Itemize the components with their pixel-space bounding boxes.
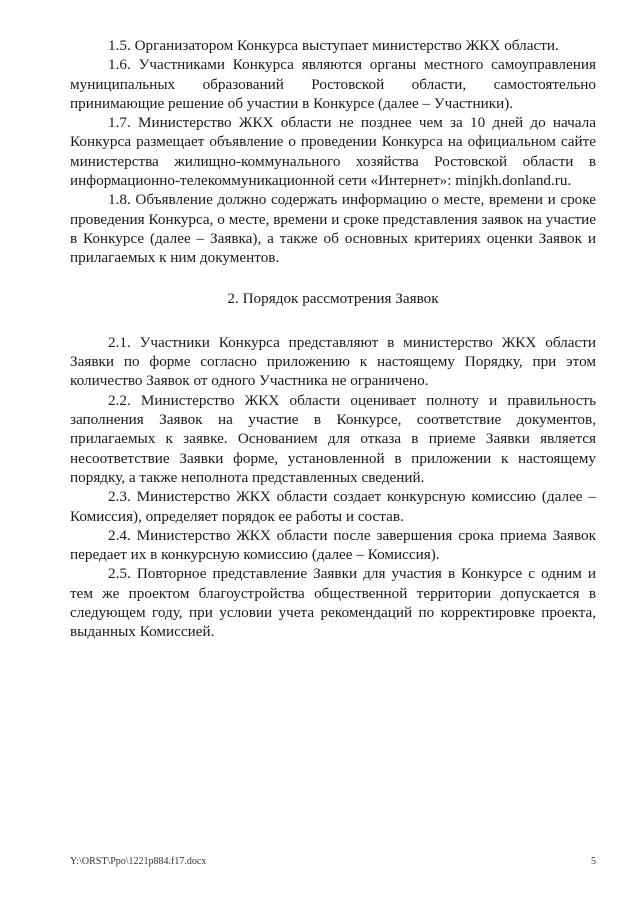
paragraph-2-2: 2.2. Министерство ЖКХ области оценивает полноту и правильность заполнения Заявок на участие в Конкурсе, соответствие документов, прилагаемых к заявке. Основанием для отказа в приеме Заявки является несоответствие Заявки форме, установленной в приложении к настоящему порядку, а также неполнота представленных сведений. [70,391,596,486]
paragraph-2-1: 2.1. Участники Конкурса представляют в министерство ЖКХ области Заявки по форме согласно приложению к настоящему Порядку, при этом количество Заявок от одного Участника не ограничено. [70,333,596,390]
paragraph-1-6: 1.6. Участниками Конкурса являются органы местного самоуправления муниципальных образований Ростовской области, самостоятельно принимающие решение об участии в Конкурсе (далее – Участники). [70,56,596,112]
paragraph-1-5: 1.5. Организатором Конкурса выступает министерство ЖКХ области. [108,37,559,54]
paragraph-2-5: 2.5. Повторное представление Заявки для участия в Конкурсе с одним и тем же проектом благоустройства общественной территории допускается в следующем году, при условии учета рекомендаций по корректировке проекта, выданных Комиссией. [70,565,596,641]
section-1 [70,36,596,268]
document-page [70,36,596,642]
paragraph-1-8: 1.8. Объявление должно содержать информацию о месте, времени и сроке проведения Конкурса, о месте, времени и сроке представления заявок на участие в Конкурсе (далее – Заявка), а также об основных критериях оценки Заявок и прилагаемых к ним документов. [70,191,596,267]
section-2-title: 2. Порядок рассмотрения Заявок [227,289,439,307]
paragraph-1-7: 1.7. Министерство ЖКХ области не позднее чем за 10 дней до начала Конкурса размещает объявление о проведении Конкурса на официальном сайте министерства жилищно-коммунального хозяйства Ростовской области в информационно-телекоммуникационной сети «Интернет»: minjkh.donland.ru. [70,114,596,190]
paragraph-2-3: 2.3. Министерство ЖКХ области создает конкурсную комиссию (далее – Комиссия), определяет порядок ее работы и состав. [70,488,596,525]
page-number: 5 [591,856,596,867]
footer-file-path: Y:\ORST\Ppo\1221p884.f17.docx [70,856,207,867]
paragraph-2-4: 2.4. Министерство ЖКХ области после завершения срока приема Заявок передает их в конкурсную комиссию (далее – Комиссия). [70,526,596,564]
section-2 [70,333,596,642]
